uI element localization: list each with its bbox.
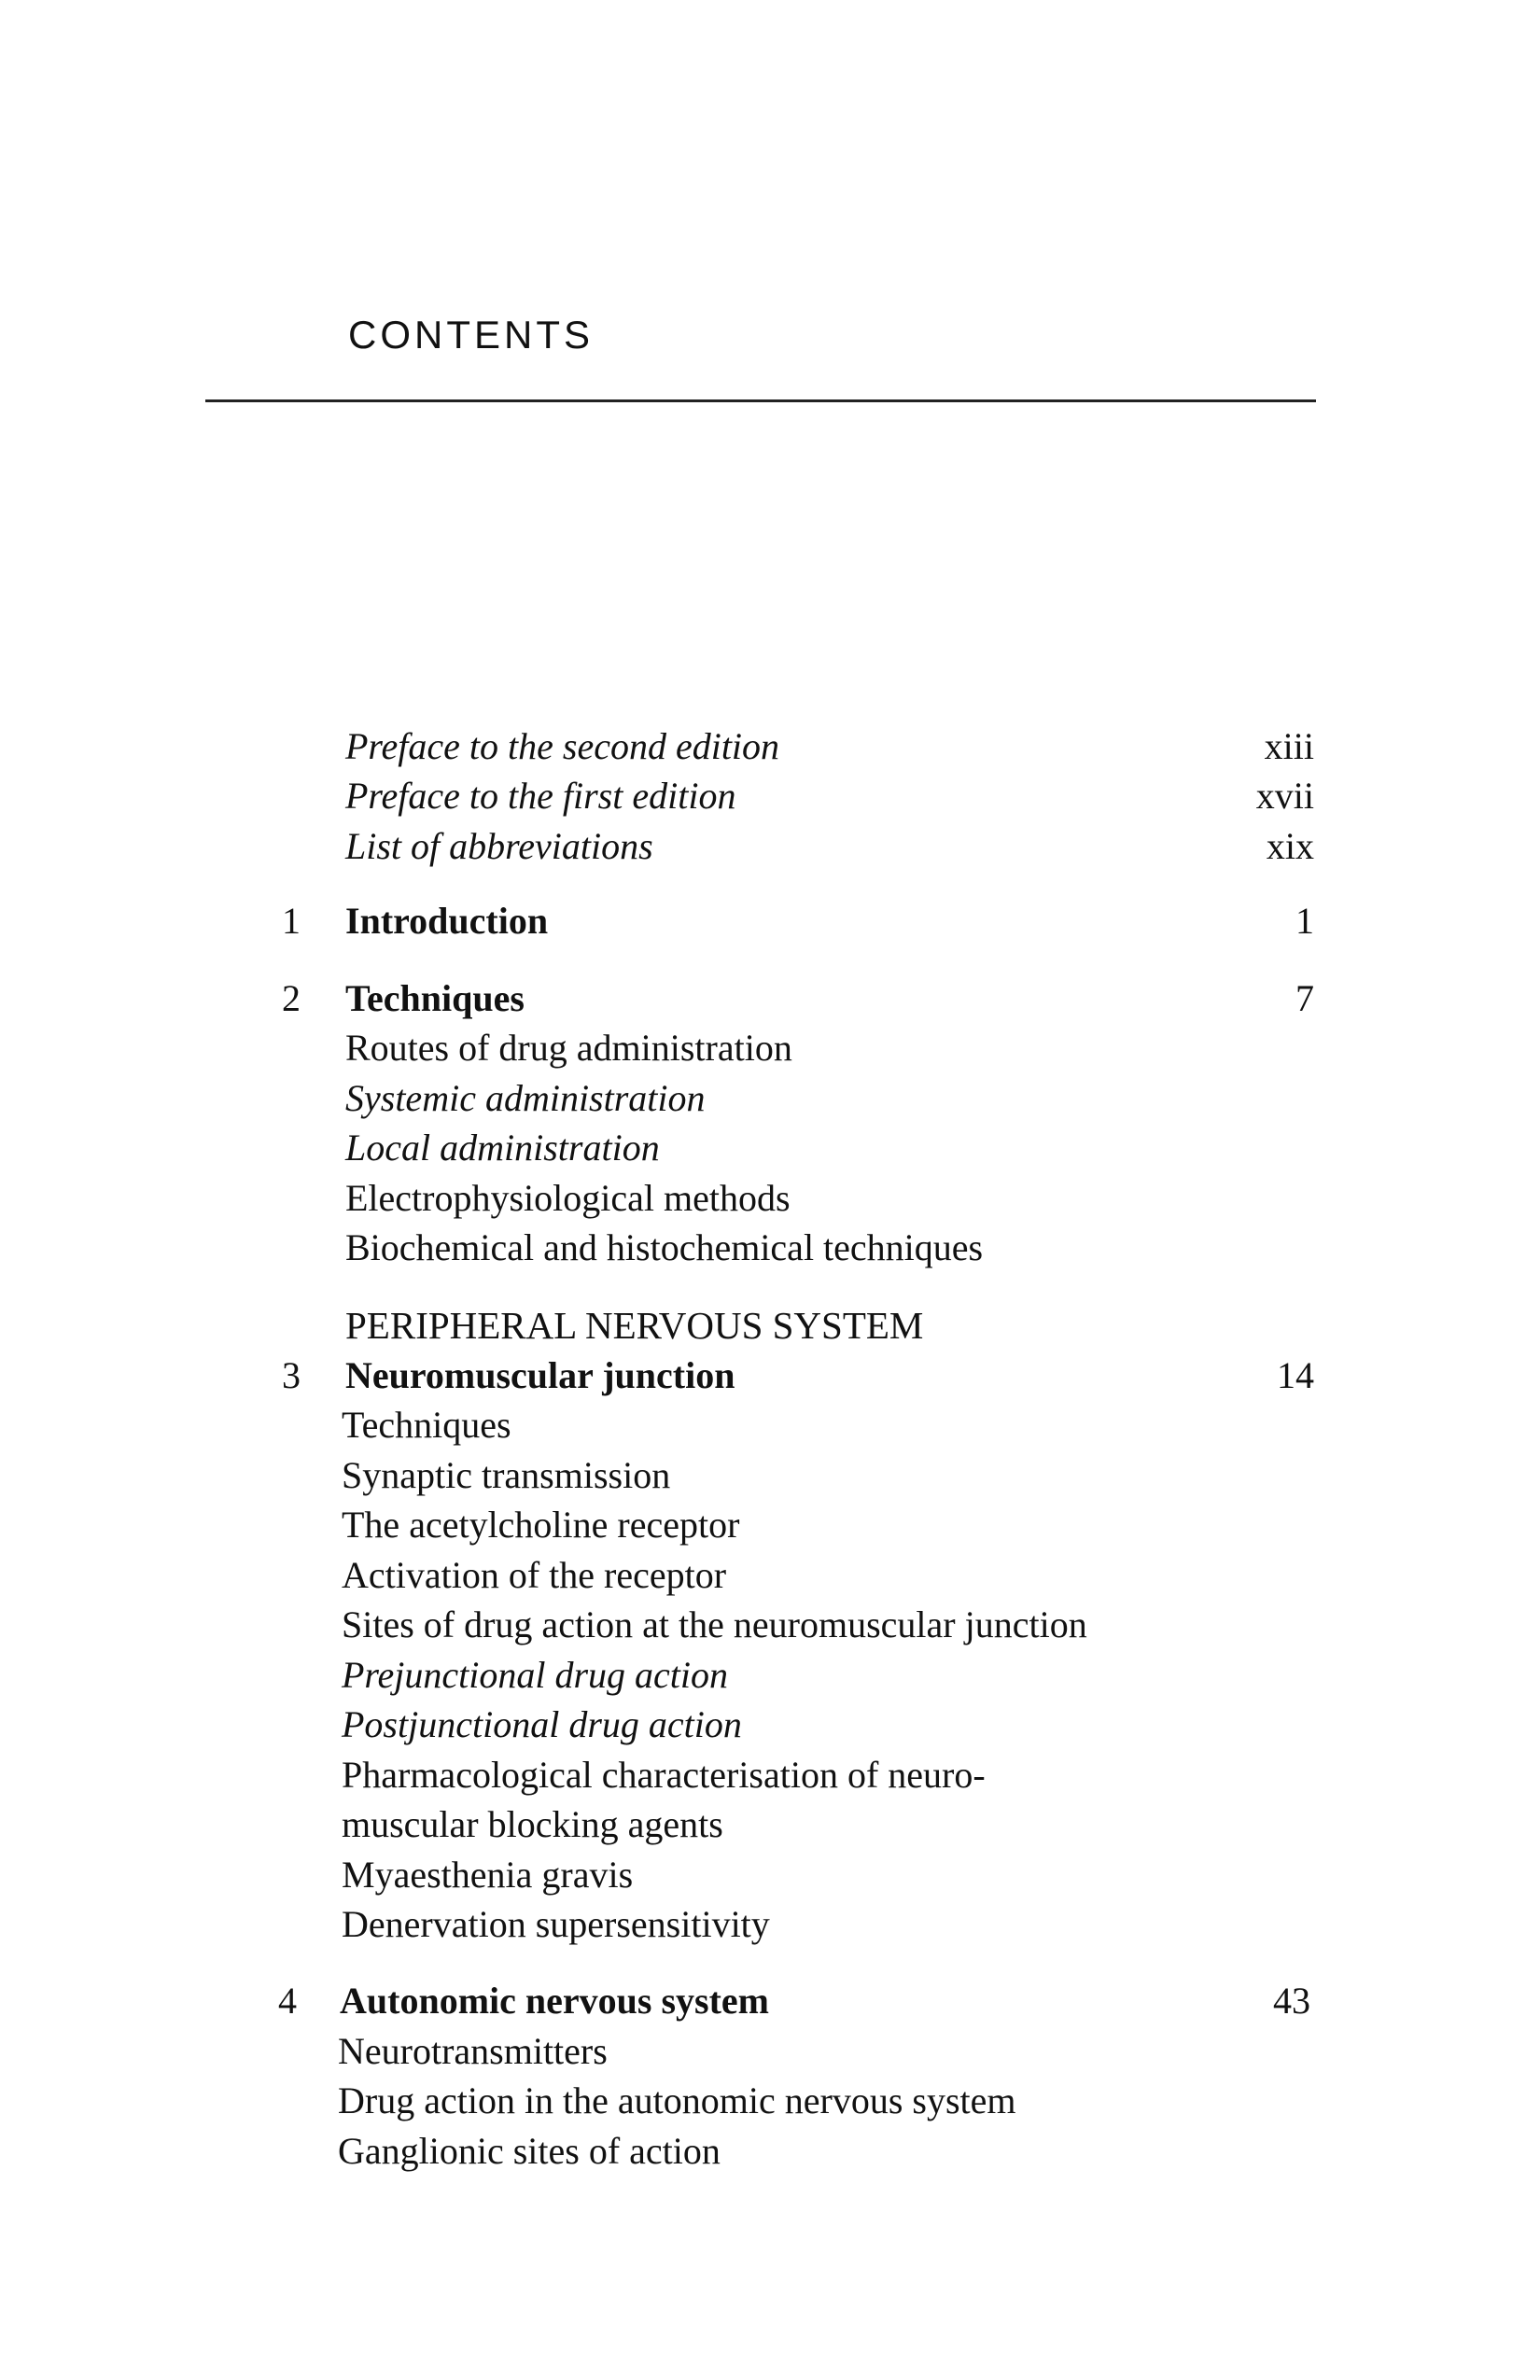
front-matter-page: xvii bbox=[1255, 775, 1314, 817]
section-entry: Ganglionic sites of action bbox=[338, 2130, 721, 2172]
section-entry: Techniques bbox=[342, 1404, 511, 1446]
subsection-entry: Prejunctional drug action bbox=[342, 1654, 729, 1696]
section-entry: Sites of drug action at the neuromuscular junction bbox=[342, 1603, 1087, 1645]
chapter-title: Neuromuscular junction bbox=[345, 1354, 735, 1396]
section-entry: muscular blocking agents bbox=[342, 1803, 723, 1845]
chapter-title: Autonomic nervous system bbox=[340, 1980, 769, 2022]
section-entry: Drug action in the autonomic nervous system bbox=[338, 2079, 1016, 2121]
page-title: CONTENTS bbox=[348, 313, 594, 357]
section-entry: Electrophysiological methods bbox=[345, 1177, 791, 1219]
subsection-entry: Postjunctional drug action bbox=[342, 1703, 742, 1745]
chapter-number: 4 bbox=[278, 1980, 297, 2022]
title-rule bbox=[205, 399, 1316, 402]
front-matter-label: Preface to the second edition bbox=[345, 725, 780, 767]
part-heading: PERIPHERAL NERVOUS SYSTEM bbox=[345, 1304, 924, 1347]
front-matter-page: xix bbox=[1266, 825, 1314, 867]
section-entry: The acetylcholine receptor bbox=[342, 1504, 740, 1546]
subsection-entry: Local administration bbox=[345, 1127, 660, 1169]
section-entry: Biochemical and histochemical techniques bbox=[345, 1226, 984, 1268]
front-matter-label: Preface to the first edition bbox=[345, 775, 736, 817]
chapter-page: 14 bbox=[1277, 1354, 1314, 1396]
subsection-entry: Systemic administration bbox=[345, 1077, 706, 1119]
chapter-number: 3 bbox=[282, 1354, 301, 1396]
chapter-number: 1 bbox=[282, 900, 301, 942]
chapter-title: Introduction bbox=[345, 900, 549, 942]
section-entry: Neurotransmitters bbox=[338, 2030, 608, 2072]
section-entry: Pharmacological characterisation of neuro- bbox=[342, 1754, 986, 1796]
chapter-title: Techniques bbox=[345, 977, 525, 1019]
section-entry: Denervation supersensitivity bbox=[342, 1903, 770, 1945]
front-matter-page: xiii bbox=[1264, 725, 1314, 767]
section-entry: Routes of drug administration bbox=[345, 1027, 792, 1069]
chapter-page: 7 bbox=[1295, 977, 1314, 1019]
section-entry: Activation of the receptor bbox=[342, 1554, 727, 1596]
section-entry: Synaptic transmission bbox=[342, 1454, 671, 1496]
chapter-page: 43 bbox=[1273, 1980, 1310, 2022]
chapter-number: 2 bbox=[282, 977, 301, 1019]
front-matter-label: List of abbreviations bbox=[345, 825, 653, 867]
chapter-page: 1 bbox=[1295, 900, 1314, 942]
section-entry: Myaesthenia gravis bbox=[342, 1854, 634, 1896]
